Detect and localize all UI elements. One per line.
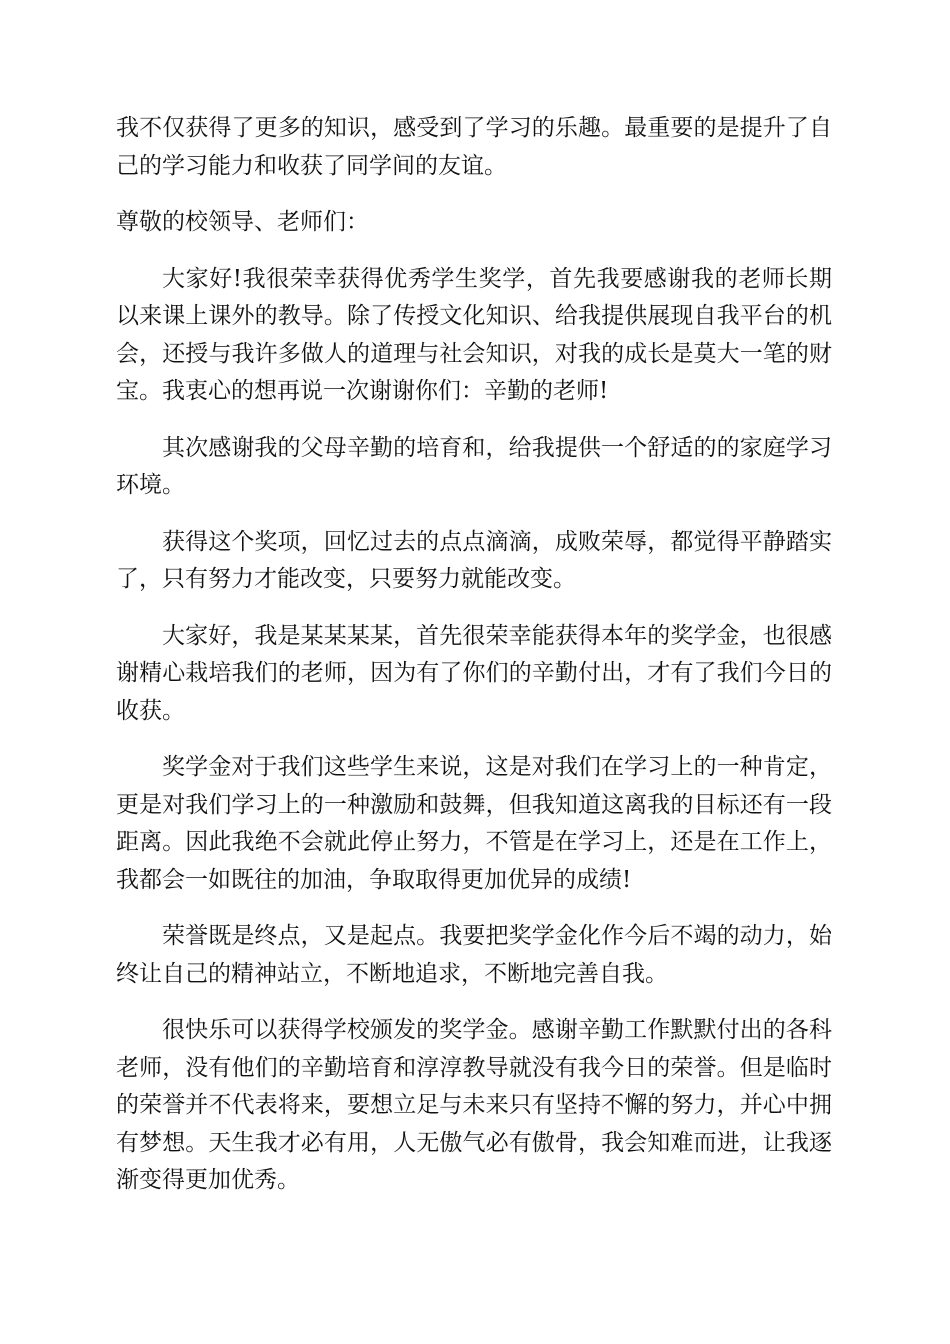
paragraph-honor: 荣誉既是终点，又是起点。我要把奖学金化作今后不竭的动力，始终让自己的精神站立，不断地追求，不断地完善自我。 xyxy=(116,923,832,987)
paragraph-thanks-parents: 其次感谢我的父母辛勤的培育和，给我提供一个舒适的的家庭学习环境。 xyxy=(116,434,832,498)
salutation: 尊敬的校领导、老师们： xyxy=(116,209,369,235)
paragraph-introduction: 大家好，我是某某某某，首先很荣幸能获得本年的奖学金，也很感谢精心栽培我们的老师，因为有了你们的辛勤付出，才有了我们今日的收获。 xyxy=(116,622,832,724)
paragraph-closing: 很快乐可以获得学校颁发的奖学金。感谢辛勤工作默默付出的各科老师，没有他们的辛勤培育和淳淳教导就没有我今日的荣誉。但是临时的荣誉并不代表将来，要想立足与未来只有坚持不懈的努力，并心中拥有梦想。天生我才必有用，人无傲气必有傲骨，我会知难而进，让我逐渐变得更加优秀。 xyxy=(116,1017,832,1193)
paragraph-reflection: 获得这个奖项，回忆过去的点点滴滴，成败荣辱，都觉得平静踏实了，只有努力才能改变，只要努力就能改变。 xyxy=(116,528,832,592)
document-body xyxy=(116,110,832,1219)
paragraph-continuation: 我不仅获得了更多的知识，感受到了学习的乐趣。最重要的是提升了自己的学习能力和收获了同学间的友谊。 xyxy=(116,115,832,179)
paragraph-scholarship-meaning: 奖学金对于我们这些学生来说，这是对我们在学习上的一种肯定，更是对我们学习上的一种激励和鼓舞，但我知道这离我的目标还有一段距离。因此我绝不会就此停止努力，不管是在学习上，还是在工作上，我都会一如既往的加油，争取取得更加优异的成绩! xyxy=(116,754,832,893)
paragraph-thanks-teachers: 大家好!我很荣幸获得优秀学生奖学，首先我要感谢我的老师长期以来课上课外的教导。除了传授文化知识、给我提供展现自我平台的机会，还授与我许多做人的道理与社会知识，对我的成长是莫大一笔的财宝。我衷心的想再说一次谢谢你们：辛勤的老师! xyxy=(116,265,832,404)
